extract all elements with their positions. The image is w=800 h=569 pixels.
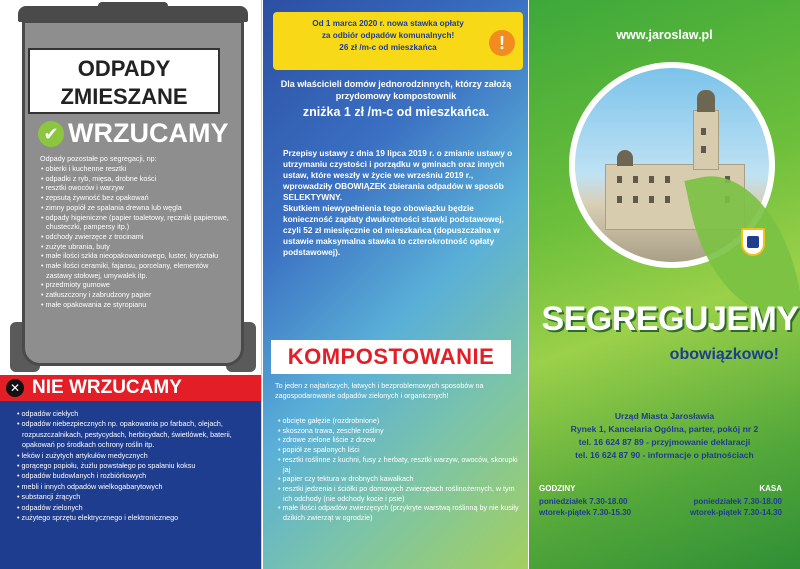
- compost-discount-info: [279, 78, 513, 120]
- list-item: • zużyte ubrania, buty: [40, 242, 235, 252]
- office-hours-title: GODZINY: [539, 484, 576, 493]
- list-item: • substancji żrących: [16, 492, 256, 502]
- middle-panel: [263, 0, 528, 569]
- law-paragraph-1: Przepisy ustawy z dnia 19 lipca 2019 r. o zmianie ustawy o utrzymaniu czystości i porządku w gminach oraz innych ustaw, które weszły w życie we wrześniu 2019 r., wprowadziły OBOWIĄZEK zbierania odpadów w sposób SELEKTYWNY.: [283, 148, 513, 202]
- list-item: • odpadów zielonych: [16, 503, 256, 513]
- nie-wrzucamy-title: NIE WRZUCAMY: [32, 377, 182, 398]
- office-hours-monday: poniedziałek 7.30-18.00: [539, 497, 628, 506]
- list-item: • resztki roślinne z kuchni, fusy z herbaty, resztki warzyw, owoców, skorupki jaj: [277, 455, 521, 474]
- list-item: • obcięte gałęzie (rozdrobnione): [277, 416, 521, 426]
- list-item: • zużytego sprzętu elektrycznego i elektronicznego: [16, 513, 256, 523]
- list-item: • leków i zużytych artykułów medycznych: [16, 451, 256, 461]
- list-item: • odchody zwierzęce z trocinami: [40, 232, 235, 242]
- wrzucamy-heading: [38, 118, 228, 149]
- list-item: • resztki owoców i warzyw: [40, 183, 235, 193]
- list-item: • odpady higieniczne (papier toaletowy, ręczniki papierowe, chusteczki, pampersy itp.): [40, 213, 235, 232]
- exclamation-icon: !: [489, 30, 515, 56]
- list-item: • popiół ze spalonych liści: [277, 445, 521, 455]
- kompostowanie-description: To jeden z najtańszych, łatwych i bezproblemowych sposobów na zagospodarowanie odpadów zielonych i organicznych!: [275, 381, 484, 400]
- label-line2: ZMIESZANE: [60, 84, 188, 109]
- cashier-hours-weekdays: wtorek-piątek 7.30-14.30: [689, 508, 782, 517]
- office-hours: [539, 484, 631, 518]
- kompostowanie-heading: KOMPOSTOWANIE: [271, 340, 511, 374]
- mixed-waste-label: [28, 48, 220, 114]
- list-item: • mebli i innych odpadów wielkogabarytowych: [16, 482, 256, 492]
- nie-wrzucamy-section: [0, 375, 262, 569]
- check-circle-icon: ✔: [38, 121, 64, 147]
- list-item: • małe ilości ceramiki, fajansu, porcelany, elementów zastawy stołowej, umywalek itp.: [40, 261, 235, 280]
- list-item: • zepsutą żywność bez opakowań: [40, 193, 235, 203]
- list-item: • odpadki z ryb, mięsa, drobne kości: [40, 174, 235, 184]
- notice-line3: 26 zł /m-c od mieszkańca: [339, 43, 437, 52]
- office-phone-payments: tel. 16 624 87 90 - informacje o płatnościach: [575, 450, 754, 460]
- right-panel: [529, 0, 800, 569]
- list-item: • odpadów niebezpiecznych np. opakowania po farbach, olejach, rozpuszczalnikach, pestycydach, herbicydach, świetlówek, baterii, opakowań po środkach ochrony roślin itp.: [16, 419, 256, 450]
- label-line1: ODPADY: [77, 56, 171, 81]
- nie-wrzucamy-heading: [0, 375, 262, 401]
- cashier-hours: [690, 484, 782, 518]
- x-circle-icon: ✕: [6, 379, 24, 397]
- list-item: • skoszona trawa, zeschłe rośliny: [277, 426, 521, 436]
- list-item: • odpadów ciekłych: [16, 409, 256, 419]
- list-item: • papier czy tektura w drobnych kawałkach: [277, 474, 521, 484]
- slogan-subtitle: obowiązkowo!: [669, 346, 779, 363]
- list-item: • zdrowe zielone liście z drzew: [277, 435, 521, 445]
- law-info: [283, 148, 513, 258]
- cashier-hours-monday: poniedziałek 7.30-18.00: [693, 497, 782, 506]
- office-name: Urząd Miasta Jarosławia: [614, 411, 715, 421]
- notice-line2: za odbiór odpadów komunalnych!: [321, 31, 455, 40]
- wrzucamy-intro: Odpady pozostałe po segregacji, np:: [40, 154, 157, 163]
- nie-wrzucamy-list: [16, 409, 256, 523]
- fee-notice: [273, 12, 523, 70]
- office-hours-weekdays: wtorek-piątek 7.30-15.30: [539, 508, 632, 517]
- list-item: • zatłuszczony i zabrudzony papier: [40, 290, 235, 300]
- website-link[interactable]: www.jaroslaw.pl: [616, 28, 713, 42]
- compost-intro-text: Dla właścicieli domów jednorodzinnych, którzy założą przydomowy kompostownik: [280, 79, 512, 101]
- list-item: • gorącego popiołu, żużlu powstałego po spalaniu koksu: [16, 461, 256, 471]
- left-panel: [0, 0, 262, 569]
- list-item: • odpadów budowlanych i rozbiórkowych: [16, 471, 256, 481]
- opening-hours: [529, 484, 800, 544]
- wrzucamy-title: WRZUCAMY: [68, 118, 229, 148]
- office-contact: [529, 410, 800, 462]
- list-item: • małe opakowania ze styropianu: [40, 300, 235, 310]
- wrzucamy-list: [40, 164, 235, 310]
- kompostowanie-list: [277, 416, 521, 523]
- office-address: Rynek 1, Kancelaria Ogólna, parter, pokój nr 2: [570, 424, 759, 434]
- office-phone-declarations: tel. 16 624 87 89 - przyjmowanie deklaracji: [578, 437, 751, 447]
- list-item: • przedmioty gumowe: [40, 280, 235, 290]
- compost-discount: zniżka 1 zł /m-c od mieszkańca.: [302, 105, 490, 119]
- list-item: • resztki jedzenia i ściółki po domowych zwierzętach roślinożernych, w tym ich odchody (nie odchody kocie i psie): [277, 484, 521, 503]
- law-paragraph-2: Skutkiem niewypełnienia tego obowiązku będzie konieczność zapłaty dwukrotności stawki podstawowej, czyli 52 zł miesięcznie od mieszkańca (dopuszczalna w ustawie maksymalna stawka to czterokrotność opłaty podstawowej).: [283, 203, 504, 257]
- list-item: • małe ilości odpadów zwierzęcych (przykryte warstwą roślinną by nie kusiły dzikich zwierząt w ogrodzie): [277, 503, 521, 522]
- list-item: • obierki i kuchenne resztki: [40, 164, 235, 174]
- cashier-hours-title: KASA: [759, 484, 782, 493]
- list-item: • małe ilości szkła nieopakowaniowego, luster, kryształu: [40, 251, 235, 261]
- slogan: SEGREGUJEMY: [541, 300, 799, 338]
- coat-of-arms-icon: [741, 228, 765, 256]
- list-item: • zimny popiół ze spalania drewna lub węgla: [40, 203, 235, 213]
- notice-line1: Od 1 marca 2020 r. nowa stawka opłaty: [312, 19, 464, 28]
